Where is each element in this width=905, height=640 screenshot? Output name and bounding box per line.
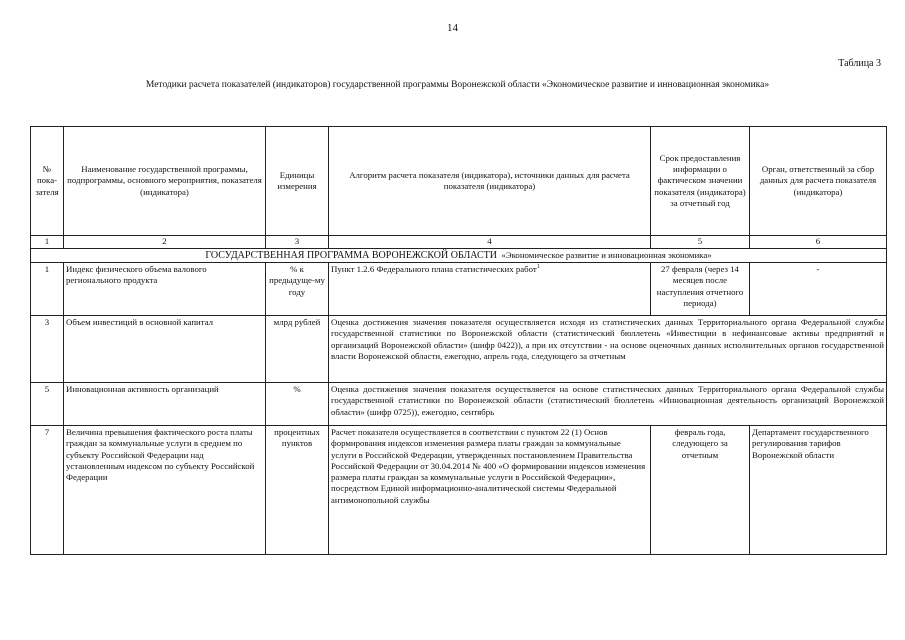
row-organ: Департамент государственного регулирования тарифов Воронежской области (750, 426, 887, 555)
row-name: Объем инвестиций в основной капитал (64, 316, 266, 383)
program-row (31, 249, 887, 263)
row-deadline: 27 февраля (через 14 месяцев после наступления отчетного периода) (651, 263, 750, 316)
header-num: № пока-зателя (31, 127, 64, 236)
row-unit: млрд рублей (266, 316, 329, 383)
row-name: Инновационная активность организаций (64, 383, 266, 426)
row-algorithm: Оценка достижения значения показателя осуществляется на основе статистических данных Территориального органа Федеральной службы государственной статистики по Воронежской области (статистический бюллетень «Инновационная деятельность организаций Воронежской области» (шифр 0725)), ежегодно, сентябрь (329, 383, 887, 426)
page-number: 14 (447, 22, 458, 34)
row-algorithm-text: Пункт 1.2.6 Федерального плана статистических работ (331, 264, 537, 274)
header-organ: Орган, ответственный за сбор данных для расчета показателя (индикатора) (750, 127, 887, 236)
row-num: 5 (31, 383, 64, 426)
header-row (31, 127, 887, 236)
column-number: 3 (266, 236, 329, 249)
header-deadline: Срок предоставления информации о фактическом значении показателя (индикатора) за отчетный год (651, 127, 750, 236)
document-title: Методики расчета показателей (индикаторов) государственной программы Воронежской области «Экономическое развитие и инновационная экономика» (145, 80, 770, 90)
header-name: Наименование государственной программы, подпрограммы, основного мероприятия, показателя (индикатора) (64, 127, 266, 236)
row-unit: % к предыдуще-му году (266, 263, 329, 316)
row-num: 7 (31, 426, 64, 555)
column-number: 6 (750, 236, 887, 249)
row-num: 3 (31, 316, 64, 383)
row-unit: % (266, 383, 329, 426)
methodology-table (30, 126, 887, 555)
column-number: 4 (329, 236, 651, 249)
row-unit: процентных пунктов (266, 426, 329, 555)
row-algorithm (329, 263, 651, 316)
column-number: 2 (64, 236, 266, 249)
row-name: Индекс физического объема валового регионального продукта (64, 263, 266, 316)
row-organ: - (750, 263, 887, 316)
header-unit: Единицы измерения (266, 127, 329, 236)
table-row (31, 316, 887, 383)
column-number: 1 (31, 236, 64, 249)
row-name: Величина превышения фактического роста платы граждан за коммунальные услуги в среднем по субъекту Российской Федерации над установленным индексом по субъекту Российской Федерации (64, 426, 266, 555)
row-deadline: февраль года, следующего за отчетным (651, 426, 750, 555)
program-name: «Экономическое развитие и инновационная экономика» (501, 250, 712, 260)
table-row (31, 383, 887, 426)
program-prefix: ГОСУДАРСТВЕННАЯ ПРОГРАММА ВОРОНЕЖСКОЙ ОБЛАСТИ (205, 250, 497, 261)
header-algorithm: Алгоритм расчета показателя (индикатора), источники данных для расчета показателя (индикатора) (329, 127, 651, 236)
footnote-mark: 1 (536, 264, 540, 271)
column-number: 5 (651, 236, 750, 249)
program-heading (31, 249, 887, 263)
row-algorithm: Оценка достижения значения показателя осуществляется исходя из статистических данных Территориального органа Федеральной службы государственной статистики по Воронежской области (статистический бюллетень «Инвестиции в нефинансовые активы предприятий и организаций Воронежской области» (шифр 0422)), а при их отсутствии - на основе оценочных данных исполнительных органов государственной власти Воронежской области, ежегодно, апрель года, следующего за отчетным (329, 316, 887, 383)
table-label: Таблица 3 (838, 58, 881, 69)
row-algorithm: Расчет показателя осуществляется в соответствии с пунктом 22 (1) Основ формирования индексов изменения размера платы граждан за коммунальные услуги в Российской Федерации, утвержденных постановлением Правительства Российской Федерации от 30.04.2014 № 400 «О формировании индексов изменения размера платы граждан за коммунальные услуги в Российской Федерации», посредством Единой информационно-аналитической системы Федеральной антимонопольной службы (329, 426, 651, 555)
table-row (31, 426, 887, 555)
column-number-row (31, 236, 887, 249)
table-row (31, 263, 887, 316)
row-num: 1 (31, 263, 64, 316)
